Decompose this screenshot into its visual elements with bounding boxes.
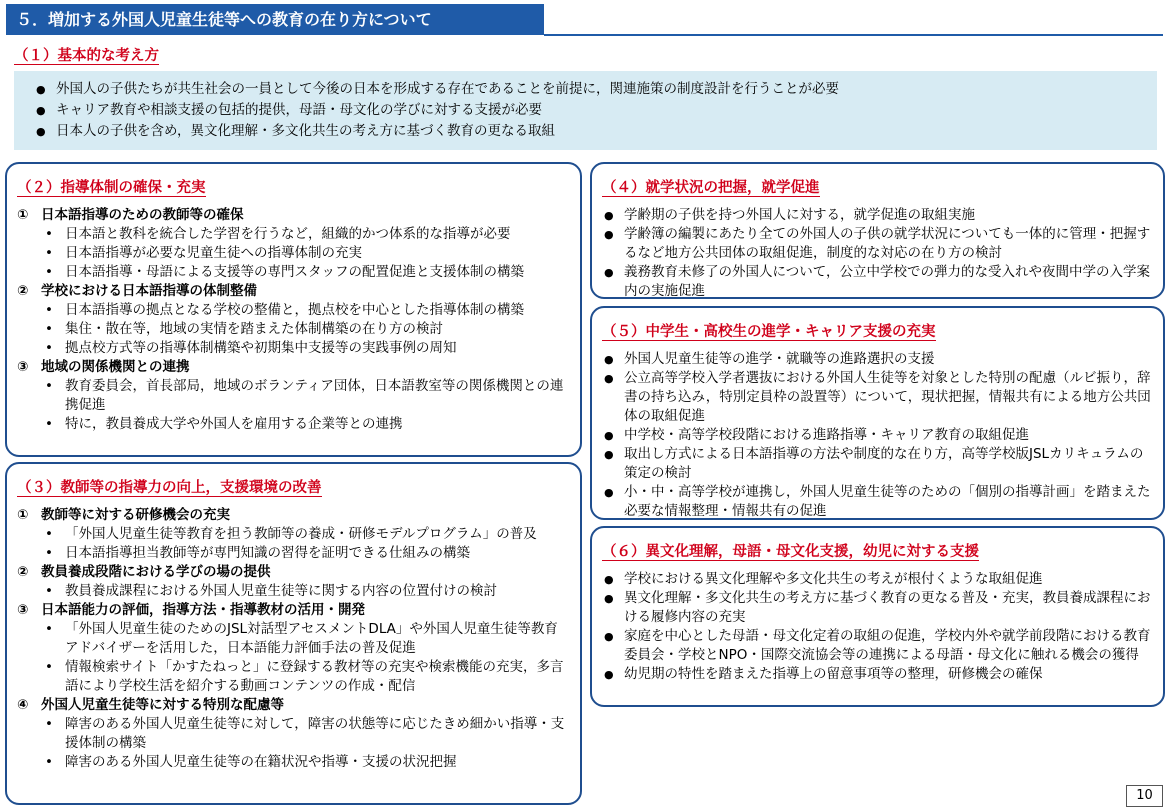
subheading-number: ③ (17, 602, 29, 618)
list-item: • 教員養成課程における外国人児童生徒等に関する内容の位置付けの検討 (17, 582, 570, 601)
section-3-box (5, 462, 582, 805)
subheading-number: ② (17, 564, 29, 580)
list-item: • 日本語指導担当教師等が専門知識の習得を証明できる仕組みの構築 (17, 544, 570, 563)
section-4-box (590, 162, 1165, 299)
list-item: • 日本語指導が必要な児童生徒への指導体制の充実 (17, 244, 570, 263)
list-item: ● 学齢簿の編製にあたり全ての外国人の子供の就学状況についても一体的に管理・把握するなど地方公共団体の取組促進，制度的な対応の在り方の検討 (602, 225, 1153, 263)
subheading-text: 日本語指導のための教師等の確保 (41, 207, 244, 223)
list-item: • 特に，教員養成大学や外国人を雇用する企業等との連携 (17, 415, 570, 434)
subheading-number: ④ (17, 697, 29, 713)
subheading (17, 282, 570, 301)
subheading-number: ② (17, 283, 29, 299)
section-2-heading (17, 176, 570, 197)
subheading (17, 206, 570, 225)
subheading (17, 563, 570, 582)
list-item: • 情報検索サイト「かすたねっと」に登録する教材等の充実や検索機能の充実，多言語により学校生活を紹介する動画コンテンツの作成・配信 (17, 658, 570, 696)
section-1-heading (14, 44, 159, 65)
section-6-heading-text: （６）異文化理解，母語・母文化支援，幼児に対する支援 (602, 544, 979, 560)
section-4-heading-text: （４）就学状況の把握，就学促進 (602, 180, 820, 196)
subheading-text: 学校における日本語指導の体制整備 (41, 283, 257, 299)
basic-bullet: ● キャリア教育や相談支援の包括的提供，母語・母文化の学びに対する支援が必要 (36, 100, 1157, 121)
list-item: • 集住・散在等，地域の実情を踏まえた体制構築の在り方の検討 (17, 320, 570, 339)
subheading-text: 教師等に対する研修機会の充実 (41, 507, 230, 523)
list-item: ● 小・中・高等学校が連携し，外国人児童生徒等のための「個別の指導計画」を踏まえた必要な情報整理・情報共有の促進 (602, 483, 1153, 521)
subheading (17, 696, 570, 715)
list-item: ● 学齢期の子供を持つ外国人に対する，就学促進の取組実施 (602, 206, 1153, 225)
list-item: • 拠点校方式等の指導体制構築や初期集中支援等の実践事例の周知 (17, 339, 570, 358)
list-item: ● 取出し方式による日本語指導の方法や制度的な在り方，高等学校版JSLカリキュラムの策定の検討 (602, 445, 1153, 483)
list-item: • 日本語と教科を統合した学習を行うなど，組織的かつ体系的な指導が必要 (17, 225, 570, 244)
subheading-text: 地域の関係機関との連携 (41, 359, 190, 375)
section-5-heading-text: （５）中学生・高校生の進学・キャリア支援の充実 (602, 324, 936, 340)
section-6-heading (602, 540, 1153, 561)
page-number: 10 (1126, 785, 1163, 807)
list-item: • 日本語指導・母語による支援等の専門スタッフの配置促進と支援体制の構築 (17, 263, 570, 282)
list-item: ● 外国人児童生徒等の進学・就職等の進路選択の支援 (602, 350, 1153, 369)
list-item: ● 異文化理解・多文化共生の考え方に基づく教育の更なる普及・充実，教員養成課程における履修内容の充実 (602, 589, 1153, 627)
subheading (17, 358, 570, 377)
list-item: • 「外国人児童生徒等教育を担う教師等の養成・研修モデルプログラム」の普及 (17, 525, 570, 544)
list-item: ● 義務教育未修了の外国人について，公立中学校での弾力的な受入れや夜間中学の入学案内の実施促進 (602, 263, 1153, 301)
subheading-text: 日本語能力の評価，指導方法・指導教材の活用・開発 (41, 602, 365, 618)
basic-bullet: ● 外国人の子供たちが共生社会の一員として今後の日本を形成する存在であることを前提に，関連施策の制度設計を行うことが必要 (36, 79, 1157, 100)
section-5-box (590, 306, 1165, 520)
subheading-number: ① (17, 207, 29, 223)
list-item: • 障害のある外国人児童生徒等に対して，障害の状態等に応じたきめ細かい指導・支援体制の構築 (17, 715, 570, 753)
section-3-heading (17, 476, 570, 497)
subheading-number: ① (17, 507, 29, 523)
list-item: ● 公立高等学校入学者選抜における外国人生徒等を対象とした特別の配慮（ルビ振り，辞書の持ち込み，特別定員枠の設置等）について，現状把握，情報共有による地方公共団体の取組促進 (602, 369, 1153, 426)
section-3-heading-text: （３）教師等の指導力の向上，支援環境の改善 (17, 480, 322, 496)
list-item: • 「外国人児童生徒のためのJSL対話型アセスメントDLA」や外国人児童生徒等教育アドバイザーを活用した，日本語能力評価手法の普及促進 (17, 620, 570, 658)
section-2-box (5, 162, 582, 457)
list-item: ● 中学校・高等学校段階における進路指導・キャリア教育の取組促進 (602, 426, 1153, 445)
basic-bullet: ● 日本人の子供を含め，異文化理解・多文化共生の考え方に基づく教育の更なる取組 (36, 121, 1157, 142)
list-item: ● 幼児期の特性を踏まえた指導上の留意事項等の整理，研修機会の確保 (602, 665, 1153, 684)
basic-ideas-box (14, 71, 1157, 150)
subheading-text: 教員養成段階における学びの場の提供 (41, 564, 271, 580)
list-item: ● 家庭を中心とした母語・母文化定着の取組の促進，学校内外や就学前段階における教育委員会・学校とNPO・国際交流協会等の連携による母語・母文化に触れる機会の獲得 (602, 627, 1153, 665)
list-item: • 日本語指導の拠点となる学校の整備と，拠点校を中心とした指導体制の構築 (17, 301, 570, 320)
section-5-heading (602, 320, 1153, 341)
section-4-heading (602, 176, 1153, 197)
section-1-heading-text: （１）基本的な考え方 (14, 48, 159, 64)
list-item: • 教育委員会，首長部局，地域のボランティア団体，日本語教室等の関係機関との連携促進 (17, 377, 570, 415)
list-item: ● 学校における異文化理解や多文化共生の考えが根付くような取組促進 (602, 570, 1153, 589)
section-6-box (590, 526, 1165, 707)
title-divider (544, 34, 1163, 36)
subheading-text: 外国人児童生徒等に対する特別な配慮等 (41, 697, 284, 713)
subheading-number: ③ (17, 359, 29, 375)
page-title: ５．増加する外国人児童生徒等への教育の在り方について (6, 4, 544, 35)
list-item: • 障害のある外国人児童生徒等の在籍状況や指導・支援の状況把握 (17, 753, 570, 772)
section-2-heading-text: （２）指導体制の確保・充実 (17, 180, 206, 196)
subheading (17, 601, 570, 620)
subheading (17, 506, 570, 525)
